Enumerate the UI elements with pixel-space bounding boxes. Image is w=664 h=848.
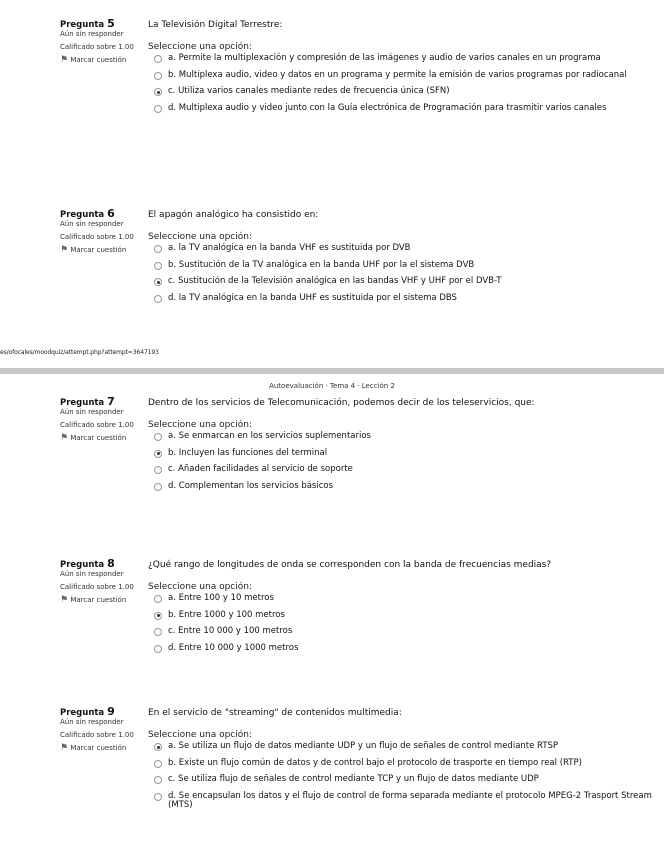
radio-button[interactable] [154,760,162,768]
question-status: Aún sin responder [60,30,124,38]
question-number: 7 [107,395,115,408]
question-grade: Calificado sobre 1.00 [60,421,134,429]
answer-option[interactable] [148,775,658,785]
flag-label: Marcar cuestión [70,246,127,254]
answer-text: d. Entre 10 000 y 1000 metros [168,642,299,653]
radio-button-selected[interactable] [154,612,162,620]
question-body [148,560,658,660]
question-info [60,705,140,753]
answer-option[interactable] [148,87,658,97]
answer-text: b. Multiplexa audio, video y datos en un programa y permite la emisión de varios programas por radiocanal [168,69,627,80]
answer-text: a. Se enmarcan en los servicios suplementarios [168,431,371,441]
question-title [60,557,140,570]
answer-text: d. la TV analógica en la banda UHF es sustituida por el sistema DBS [168,292,457,303]
question-body [148,398,658,498]
flag-icon: ⚑ [60,595,69,605]
flag-icon: ⚑ [60,55,69,65]
flag-question-button[interactable] [60,596,140,604]
question-label: Pregunta [60,20,105,30]
answer-option[interactable] [148,104,658,114]
radio-button[interactable] [154,433,162,441]
radio-button-selected[interactable] [154,88,162,96]
answer-option[interactable] [148,644,658,654]
answer-text: a. Permite la multiplexación y compresión de las imágenes y audio de varios canales en un programa [168,53,601,63]
flag-icon: ⚑ [60,433,69,443]
question-grade: Calificado sobre 1.00 [60,731,134,739]
question-status: Aún sin responder [60,718,124,726]
radio-button[interactable] [154,262,162,270]
answer-option[interactable] [148,277,658,287]
answer-option[interactable] [148,54,658,64]
answer-option[interactable] [148,71,658,81]
radio-button[interactable] [154,72,162,80]
question-info [60,395,140,443]
radio-button[interactable] [154,645,162,653]
answer-option[interactable] [148,792,658,811]
flag-question-button[interactable] [60,434,140,442]
answer-text: a. Se utiliza un flujo de datos mediante UDP y un flujo de señales de control mediante RTSP [168,741,559,751]
radio-button-selected[interactable] [154,278,162,286]
radio-button[interactable] [154,245,162,253]
answer-text: c. Sustitución de la Televisión analógica en las bandas VHF y UHF por el DVB-T [168,276,502,286]
answer-text: b. Sustitución de la TV analógica en la banda UHF por la el sistema DVB [168,259,475,270]
answer-option[interactable] [148,594,658,604]
flag-icon: ⚑ [60,743,69,753]
answer-option[interactable] [148,432,658,442]
question-text: En el servicio de "streaming" de contenidos multimedia: [148,708,402,718]
quiz-page-2 [0,378,664,848]
question-number: 5 [107,17,115,30]
question-title [60,705,140,718]
answer-option[interactable] [148,742,658,752]
question-text: La Televisión Digital Terrestre: [148,20,283,30]
answer-text: d. Complementan los servicios básicos [168,480,334,491]
question-text: El apagón analógico ha consistido en: [148,210,319,220]
answer-option[interactable] [148,627,658,637]
answer-text: b. Incluyen las funciones del terminal [168,447,328,458]
answer-text: c. Se utiliza flujo de señales de control mediante TCP y un flujo de datos mediante UDP [168,774,539,784]
page-header: Autoevaluación · Tema 4 · Lección 2 [269,382,395,390]
radio-button[interactable] [154,55,162,63]
radio-button-selected[interactable] [154,743,162,751]
answer-option[interactable] [148,244,658,254]
question-label: Pregunta [60,708,105,718]
answer-text: d. Se encapsulan los datos y el flujo de control de forma separada mediante el protocolo MPEG-2 Trasport Stream (MTS) [168,790,652,810]
flag-question-button[interactable] [60,56,140,64]
question-label: Pregunta [60,210,105,220]
radio-button[interactable] [154,466,162,474]
radio-button[interactable] [154,295,162,303]
answer-option[interactable] [148,759,658,769]
question-status: Aún sin responder [60,570,124,578]
question-status: Aún sin responder [60,220,124,228]
question-text: ¿Qué rango de longitudes de onda se corresponden con la banda de frecuencias medias? [148,560,552,570]
question-number: 6 [107,207,115,220]
question-grade: Calificado sobre 1.00 [60,233,134,241]
question-body [148,210,658,310]
answer-option[interactable] [148,294,658,304]
question-info [60,17,140,65]
flag-label: Marcar cuestión [70,596,127,604]
question-grade: Calificado sobre 1.00 [60,43,134,51]
flag-question-button[interactable] [60,246,140,254]
radio-button[interactable] [154,628,162,636]
flag-icon: ⚑ [60,245,69,255]
answer-prompt: Seleccione una opción: [148,232,252,242]
answer-text: c. Entre 10 000 y 100 metros [168,626,293,636]
page-divider [0,368,664,374]
answer-prompt: Seleccione una opción: [148,420,252,430]
question-grade: Calificado sobre 1.00 [60,583,134,591]
answer-option[interactable] [148,261,658,271]
question-body [148,20,658,120]
answer-text: a. Entre 100 y 10 metros [168,593,274,603]
question-text: Dentro de los servicios de Telecomunicación, podemos decir de los teleservicios, que: [148,398,535,408]
answer-prompt: Seleccione una opción: [148,730,252,740]
question-body [148,708,658,818]
flag-question-button[interactable] [60,744,140,752]
question-label: Pregunta [60,560,105,570]
answer-option[interactable] [148,611,658,621]
answer-text: b. Existe un flujo común de datos y de control bajo el protocolo de trasporte en tiempo real (RTP) [168,757,582,768]
flag-label: Marcar cuestión [70,744,127,752]
answer-text: b. Entre 1000 y 100 metros [168,609,285,620]
question-title [60,17,140,30]
answer-prompt: Seleccione una opción: [148,42,252,52]
answer-option[interactable] [148,465,658,475]
question-title [60,207,140,220]
answer-option[interactable] [148,482,658,492]
question-info [60,207,140,255]
question-title [60,395,140,408]
quiz-page-1 [0,0,664,356]
flag-label: Marcar cuestión [70,56,127,64]
question-info [60,557,140,605]
question-number: 8 [107,557,115,570]
page-url-footer: es/ofocales/moodquiz/attempt.php?attempt=3647193 [0,349,159,356]
radio-button[interactable] [154,595,162,603]
radio-button[interactable] [154,793,162,801]
answer-prompt: Seleccione una opción: [148,582,252,592]
radio-button[interactable] [154,105,162,113]
answer-text: c. Utiliza varios canales mediante redes de frecuencia única (SFN) [168,86,450,96]
radio-button-selected[interactable] [154,450,162,458]
answer-text: a. la TV analógica en la banda VHF es sustituida por DVB [168,243,411,253]
question-status: Aún sin responder [60,408,124,416]
question-label: Pregunta [60,398,105,408]
answer-option[interactable] [148,449,658,459]
question-number: 9 [107,705,115,718]
radio-button[interactable] [154,776,162,784]
radio-button[interactable] [154,483,162,491]
answer-text: d. Multiplexa audio y video junto con la Guía electrónica de Programación para trasmitir varios canales [168,102,607,113]
flag-label: Marcar cuestión [70,434,127,442]
answer-text: c. Añaden facilidades al servicio de soporte [168,464,353,474]
